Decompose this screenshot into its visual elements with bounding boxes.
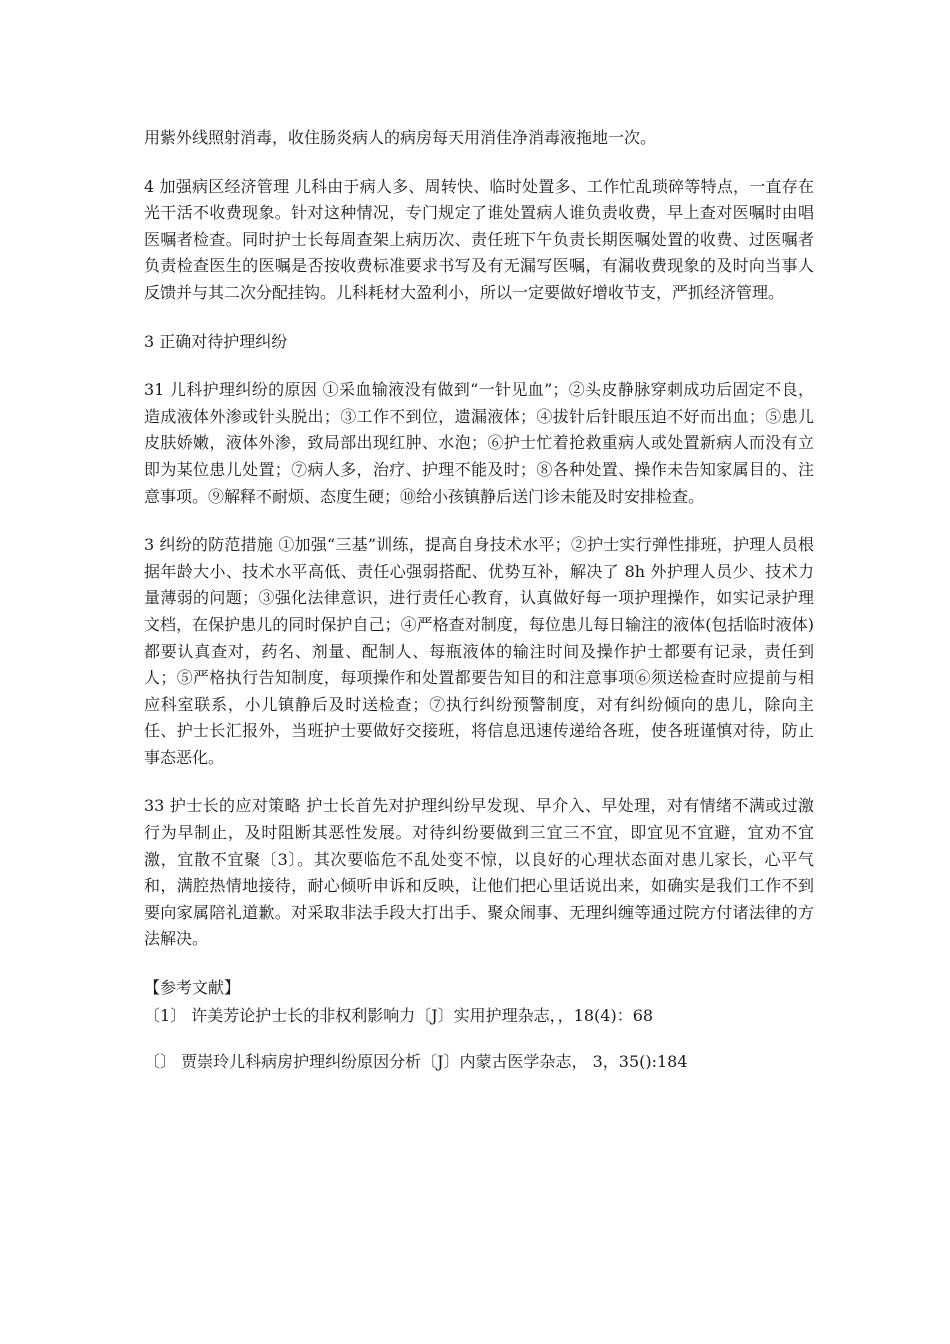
paragraph-prevention-measures: 3 纠纷的防范措施 ①加强“三基”训练，提高自身技术水平；②护士实行弹性排班，护理人员根据年龄大小、技术水平高低、责任心强弱搭配、优势互补，解决了 8h 外护理人员少、技术力量薄弱的问题；③强化法律意识，进行责任心教育，认真做好每一项护理操作，如实记录护理文档，在保护患儿的同时保护自己；④严格查对制度，每位患儿每日输注的液体(包括临时液体)都要认真查对，药名、剂量、配制人、每瓶液体的输注时间及操作护士都要有记录，责任到人；⑤严格执行告知制度，每项操作和处置都要告知目的和注意事项⑥须送检查时应提前与相应科室联系，小儿镇静后及时送检查；⑦执行纠纷预警制度，对有纠纷倾向的患儿，除向主任、护士长汇报外，当班护士要做好交接班，将信息迅速传递给各班，使各班谨慎对待，防止事态恶化。 xyxy=(144,535,814,767)
reference-item: 〔1〕 许美芳论护士长的非权利影响力〔J〕实用护理杂志，，18(4)：68 xyxy=(144,1006,654,1026)
document-page xyxy=(144,125,814,1075)
references-heading: 【参考文献】 xyxy=(144,978,241,998)
paragraph-economic-management: 4 加强病区经济管理 儿科由于病人多、周转快、临时处置多、工作忙乱琐碎等特点，一直存在光干活不收费现象。针对这种情况，专门规定了谁处置病人谁负责收费，早上查对医嘱时由唱医嘱者检查。同时护士长每周查架上病历次、责任班下午负责长期医嘱处置的收费、过医嘱者负责检查医生的医嘱是否按收费标准要求书写及有无漏写医嘱，有漏收费现象的及时向当事人反馈并与其二次分配挂钩。儿科耗材大盈利小，所以一定要做好增收节支，严抓经济管理。 xyxy=(144,176,814,302)
paragraph-disinfection: 用紫外线照射消毒，收住肠炎病人的病房每天用消佳净消毒液拖地一次。 xyxy=(144,128,657,147)
references-section xyxy=(144,975,814,1075)
section-heading-nursing-disputes: 3 正确对待护理纠纷 xyxy=(144,331,288,351)
reference-item: 〔〕 贾崇玲儿科病房护理纠纷原因分析〔J〕内蒙古医学杂志， 3，35():184 xyxy=(144,1052,688,1072)
paragraph-head-nurse-strategy: 33 护士长的应对策略 护士长首先对护理纠纷早发现、早介入、早处理，对有情绪不满或过激行为早制止，及时阻断其恶性发展。对待纠纷要做到三宜三不宜，即宜见不宜避，宜劝不宜激，宜散不宜聚〔3〕。其次要临危不乱处变不惊，以良好的心理状态面对患儿家长，心平气和，满腔热情地接待，耐心倾听申诉和反映，让他们把心里话说出来，如确实是我们工作不到要向家属陪礼道歉。对采取非法手段大打出手、聚众闹事、无理纠缠等通过院方付诸法律的方法解决。 xyxy=(144,796,814,949)
paragraph-dispute-causes: 31 儿科护理纠纷的原因 ①采血输液没有做到“一针见血”；②头皮静脉穿刺成功后固定不良，造成液体外渗或针头脱出；③工作不到位，遗漏液体；④拔针后针眼压迫不好而出血；⑤患儿皮肤娇嫩，液体外渗，致局部出现红肿、水泡；⑥护士忙着抢救重病人或处置新病人而没有立即为某位患儿处置；⑦病人多，治疗、护理不能及时；⑧各种处置、操作未告知家属目的、注意事项。⑨解释不耐烦、态度生硬；⑩给小孩镇静后送门诊未能及时安排检查。 xyxy=(144,380,814,506)
